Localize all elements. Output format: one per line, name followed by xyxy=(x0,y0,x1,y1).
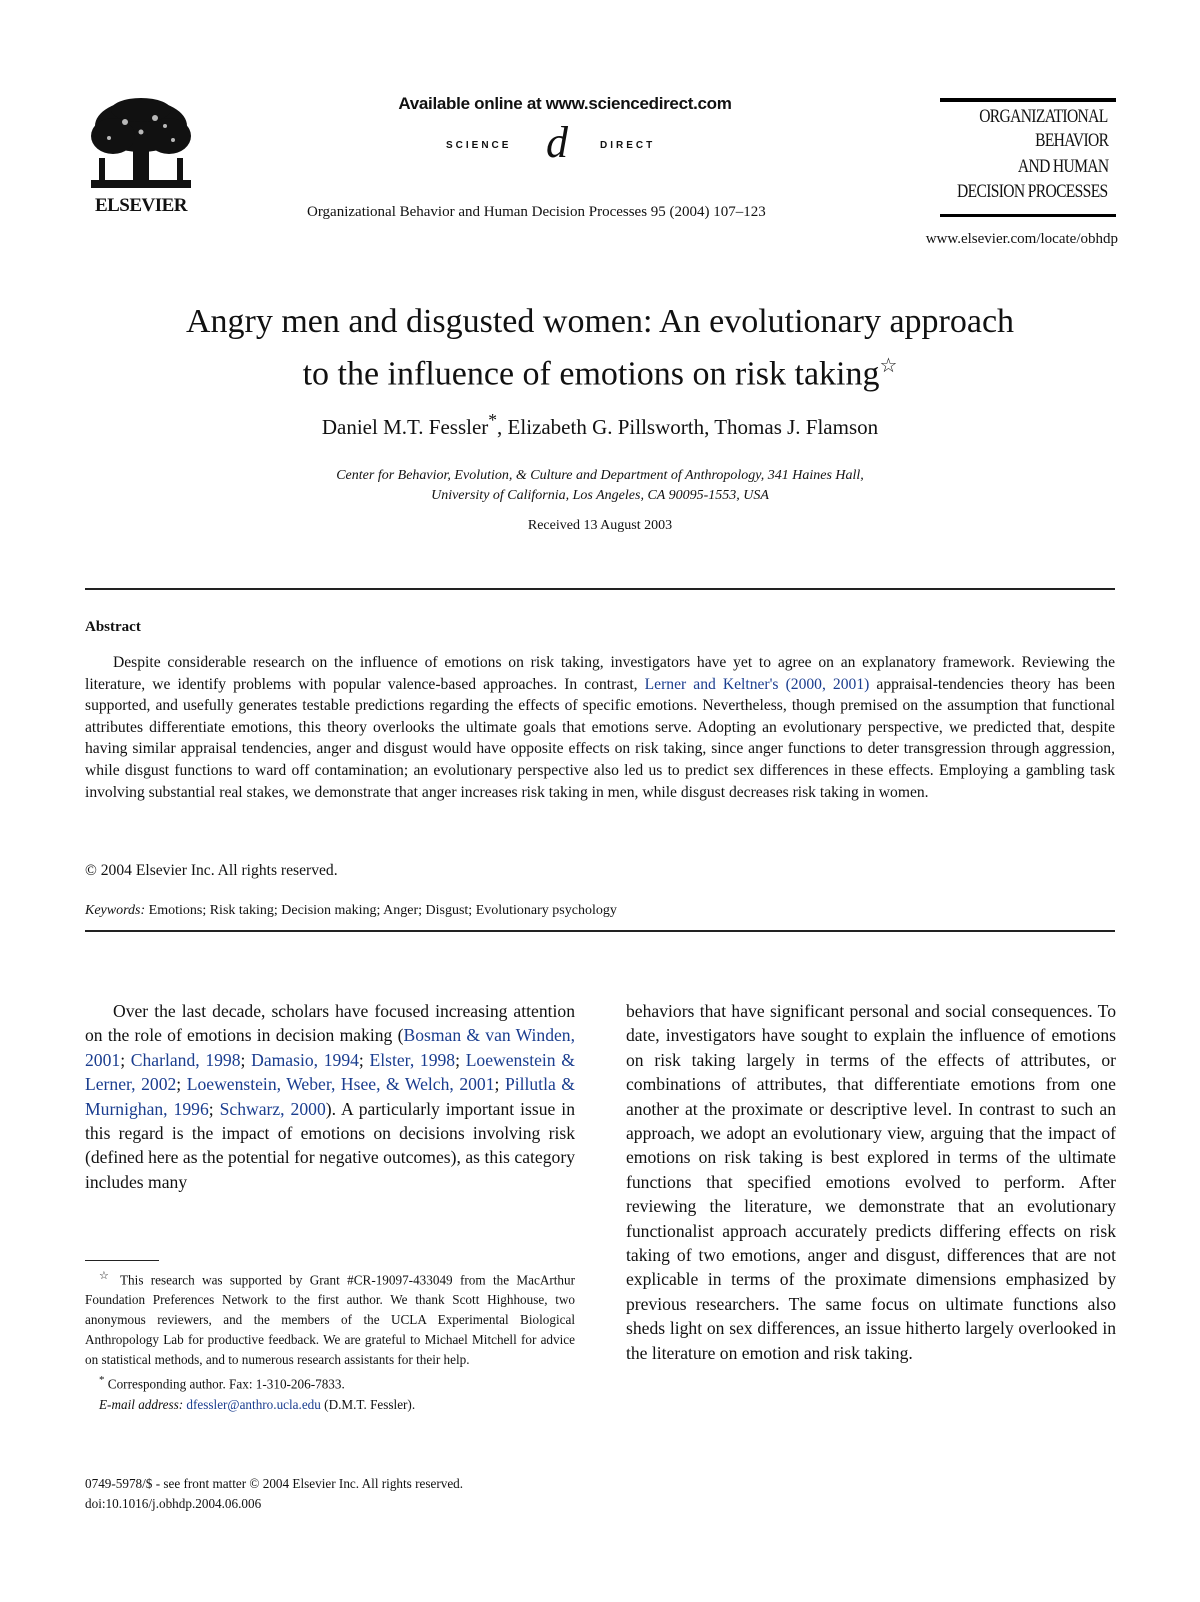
footnote-corresponding xyxy=(85,1370,575,1394)
abstract-copyright: © 2004 Elsevier Inc. All rights reserved. xyxy=(85,862,338,879)
abstract-text xyxy=(85,652,1115,803)
citation-separator: ; xyxy=(176,1074,187,1095)
author-names: , Elizabeth G. Pillsworth, Thomas J. Flamson xyxy=(497,415,879,439)
doi-line[interactable]: doi:10.1016/j.obhdp.2004.06.006 xyxy=(85,1496,262,1511)
issn-line: 0749-5978/$ - see front matter © 2004 Elsevier Inc. All rights reserved. xyxy=(85,1476,464,1491)
citation-link[interactable]: Lerner and Keltner's (2000, 2001) xyxy=(644,675,870,693)
corresponding-author-mark[interactable]: * xyxy=(488,410,498,430)
affiliation-line-2: University of California, Los Angeles, CA 90095-1553, USA xyxy=(431,488,769,503)
email-link[interactable]: dfessler@anthro.ucla.edu xyxy=(186,1396,321,1412)
body-column-left xyxy=(85,999,575,1194)
keywords-list: Emotions; Risk taking; Decision making; Anger; Disgust; Evolutionary psychology xyxy=(145,903,617,918)
journal-logo-line: AND HUMAN xyxy=(1017,156,1108,177)
title-line-2: to the influence of emotions on risk taking xyxy=(302,355,880,393)
citation-link[interactable]: Pillutla & Murnighan, 1996 xyxy=(85,1074,575,1119)
footnote-mark: ☆ xyxy=(99,1270,113,1282)
article-title xyxy=(60,300,1140,396)
tree-icon xyxy=(85,96,197,196)
journal-citation: Organizational Behavior and Human Decision Processes 95 (2004) 107–123 xyxy=(307,204,766,220)
journal-logo-line: DECISION PROCESSES xyxy=(957,181,1108,202)
received-date: Received 13 August 2003 xyxy=(527,518,673,533)
journal-logo-line: ORGANIZATIONAL xyxy=(979,106,1108,127)
author-list xyxy=(60,410,1140,440)
footnote-email xyxy=(85,1395,575,1415)
citation-link[interactable]: Damasio, 1994 xyxy=(251,1049,359,1070)
journal-url[interactable]: www.elsevier.com/locate/obhdp xyxy=(925,231,1118,247)
footnote-divider xyxy=(85,1260,159,1261)
journal-logo-bottom-bar xyxy=(940,214,1116,217)
footnote-text: This research was supported by Grant #CR-19097-433049 from the MacArthur Foundation Preferences Network to the first author. We thank Scott Highhouse, two anonymous reviewers, and the members of the UCLA Experimental Biological Anthropology Lab for productive feedback. We are grateful to Michael Mitchell for advice on statistical methods, and to numerous research assistants for their help. xyxy=(85,1272,575,1368)
citation-link[interactable]: Elster, 1998 xyxy=(369,1049,456,1070)
footnote-funding xyxy=(85,1266,575,1370)
available-online-text[interactable]: Available online at www.sciencedirect.com xyxy=(398,94,732,113)
affiliation-line-1: Center for Behavior, Evolution, & Culture and Department of Anthropology, 341 Haines Hall, xyxy=(336,468,864,483)
keywords-label: Keywords: xyxy=(85,903,146,918)
citation-separator: ; xyxy=(240,1049,252,1070)
journal-logo-top-bar xyxy=(940,98,1116,102)
title-footnote-mark[interactable]: ☆ xyxy=(879,355,898,377)
sciencedirect-logo-right: DIRECT xyxy=(600,140,656,151)
citation-separator: ; xyxy=(358,1049,370,1070)
affiliation xyxy=(60,466,1140,506)
sciencedirect-logo-mark: d xyxy=(546,118,568,167)
citation-link[interactable]: Charland, 1998 xyxy=(130,1049,241,1070)
citation-separator: ; xyxy=(120,1049,131,1070)
intro-text: ). A particularly important issue in this regard is the impact of emotions on decisions involving risk (defined here as the potential for negative outcomes), as this category includes many xyxy=(85,1098,575,1192)
citation-link[interactable]: Loewenstein, Weber, Hsee, & Welch, 2001 xyxy=(186,1074,495,1095)
citation-link[interactable]: Loewenstein & Lerner, 2002 xyxy=(85,1049,575,1095)
email-suffix: (D.M.T. Fessler). xyxy=(320,1396,416,1412)
citation-separator: ; xyxy=(208,1098,220,1119)
journal-logo xyxy=(940,98,1116,218)
citation-separator: ; xyxy=(494,1074,505,1095)
footnote-mark: * xyxy=(99,1374,105,1387)
intro-text: Over the last decade, scholars have focused increasing attention on the role of emotions in decision making ( xyxy=(85,1001,575,1046)
abstract-text-part: appraisal-tendencies theory has been supported, and usefully generates testable predictions regarding the effects of specific emotions. Nevertheless, though premised on the assumption that functional attributes differentiate emotions, this theory overlooks the ultimate goals that emotions serve. Adopting an evolutionary perspective, we predicted that, despite having similar appraisal tendencies, anger and disgust would have opposite effects on risk taking, since anger functions to deter transgression through aggression, while disgust functions to ward off contamination; an evolutionary perspective also led us to predict sex differences in these effects. Employing a gambling task involving substantial real stakes, we demonstrate that anger increases risk taking in men, while disgust decreases risk taking in women. xyxy=(85,675,1115,801)
abstract-heading: Abstract xyxy=(85,619,141,635)
email-label: E-mail address: xyxy=(99,1396,184,1412)
publisher-name: ELSEVIER xyxy=(94,195,188,216)
citation-link[interactable]: Bosman & van Winden, 2001 xyxy=(85,1025,575,1070)
author-name: Daniel M.T. Fessler xyxy=(321,415,489,439)
sciencedirect-logo-left: SCIENCE xyxy=(446,140,512,151)
journal-logo-line: BEHAVIOR xyxy=(1034,130,1108,151)
footnote-text: Corresponding author. Fax: 1-310-206-7833. xyxy=(104,1376,345,1392)
divider-bottom xyxy=(85,930,1115,932)
intro-paragraph xyxy=(85,999,575,1194)
keywords xyxy=(85,903,617,919)
divider-top xyxy=(85,588,1115,590)
citation-separator: ; xyxy=(455,1049,466,1070)
title-line-1: Angry men and disgusted women: An evolutionary approach xyxy=(185,303,1015,340)
abstract-text-part: Despite considerable research on the influence of emotions on risk taking, investigators have yet to agree on an explanatory framework. Reviewing the literature, we identify problems with popular valence-based approaches. In contrast, xyxy=(85,654,1115,693)
body-column-right: behaviors that have significant personal and social consequences. To date, investigators have sought to explain the influence of emotions on risk taking largely in terms of the effects of attributes, or combinations of attributes, that differentiate emotions from one another at the proximate or descriptive level. In contrast to such an approach, we adopt an evolutionary view, arguing that the impact of emotions on risk taking is best explored in terms of the ultimate functions that specified emotions evolved to perform. After reviewing the literature, we demonstrate that an evolutionary functionalist approach accurately predicts differing effects on risk taking of two emotions, anger and disgust, differences that are not explicable in terms of the proximate dimensions emphasized by previous researchers. The same focus on ultimate functions also sheds light on sex differences, an issue hitherto largely overlooked in the literature on emotion and risk taking. xyxy=(626,1001,1116,1363)
footnotes xyxy=(85,1266,575,1415)
issn-block xyxy=(85,1474,463,1514)
citation-link[interactable]: Schwarz, 2000 xyxy=(219,1098,326,1119)
